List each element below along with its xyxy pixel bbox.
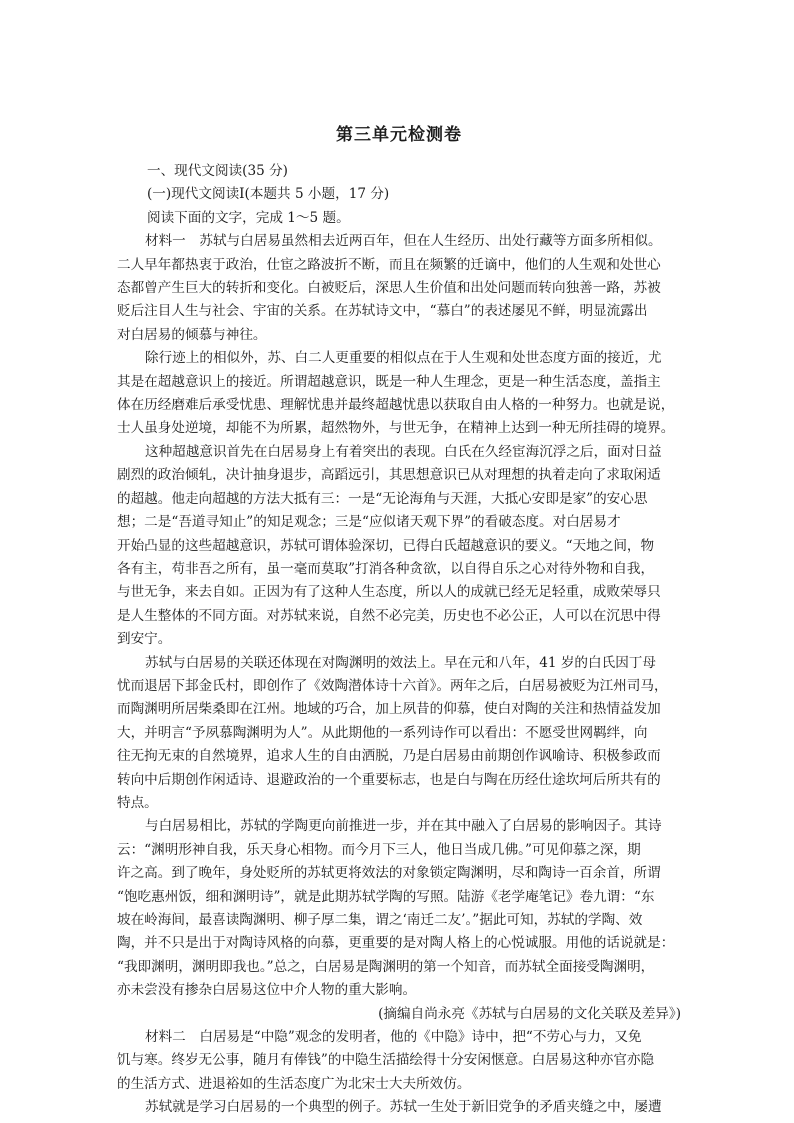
text-line: 往无拘无束的自然境界，追求人生的自由洒脱，乃是白居易由前期创作讽喻诗、积极参政而: [117, 748, 661, 765]
text-line: 亦未尝没有掺杂白居易这位中介人物的重大影响。: [117, 982, 417, 999]
document-title: 第三单元检测卷: [336, 125, 462, 145]
text-line: 转向中后期创作闲适诗、退避政治的一个重要标志，也是白与陶在历经仕途坎坷后所共有的: [117, 771, 661, 788]
text-line: 许之高。到了晚年，身处贬所的苏轼更将效法的对象锁定陶渊明，尽和陶诗一百余首，所谓: [117, 865, 661, 882]
text-line: 是人生整体的不同方面。对苏轼来说，自然不必完美，历史也不必公正，人可以在沉思中得: [117, 607, 661, 624]
text-line: 特点。: [117, 794, 158, 811]
text-line: 坡在岭海间，最喜读陶渊明、柳子厚二集，谓之‘南迁二友’。”据此可知，苏轼的学陶、效: [117, 912, 643, 928]
text-line: 除行迹上的相似外，苏、白二人更重要的相似点在于人生观和处世态度方面的接近，尤: [145, 350, 662, 367]
document-page: [117, 122, 681, 1120]
text-line: 的生活方式、进退裕如的生活态度广为北宋士大夫所效仿。: [117, 1075, 471, 1092]
text-line: 而陶渊明所居柴桑即在江州。地域的巧合，加上夙昔的仰慕，使白对陶的关注和热情益发加: [117, 701, 661, 718]
text-line: 材料一 苏轼与白居易虽然相去近两百年，但在人生经历、出处行藏等方面多所相似。: [145, 233, 662, 250]
text-line: 大，并明言“予夙慕陶渊明为人”。从此期他的一系列诗作可以看出：不愿受世网羁绊，向: [117, 724, 648, 741]
text-line: 与世无争，来去自如。正因为有了这种人生态度，所以人的成就已经无足轻重，成败荣辱只: [117, 584, 661, 601]
text-line: 士人虽身处逆境，却能不为所累，超然物外，与世无争，在精神上达到一种无所挂碍的境界。: [117, 420, 675, 437]
text-line: 贬后注目人生与社会、宇宙的关系。在苏轼诗文中，“慕白”的表述屡见不鲜，明显流露出: [117, 303, 648, 320]
source-attribution: (摘编自尚永亮《苏轼与白居易的文化关联及差异》): [378, 1005, 681, 1022]
text-line: 苏轼就是学习白居易的一个典型的例子。苏轼一生处于新旧党争的矛盾夹缝之中，屡遭: [145, 1099, 662, 1116]
text-line: 陶，并不只是出于对陶诗风格的向慕，更重要的是对陶人格上的心悦诚服。用他的话说就是：: [117, 935, 675, 952]
text-line: 云：“渊明形神自我，乐天身心相物。而今月下三人，他日当成几佛。”可见仰慕之深，期: [117, 841, 641, 858]
text-line: “我即渊明，渊明即我也。”总之，白居易是陶渊明的第一个知音，而苏轼全面接受陶渊明，: [117, 958, 655, 975]
text-line: 二人早年都热衷于政治，仕宦之路波折不断，而且在频繁的迁谪中，他们的人生观和处世心: [117, 256, 661, 273]
text-line: 想；二是“吾道寻知止”的知足观念；三是“应似诸天观下界”的看破态度。对白居易才: [117, 514, 621, 531]
text-line: 剧烈的政治倾轧，决计抽身退步，高蹈远引，其思想意识已从对理想的执着走向了求取闲适: [117, 467, 661, 484]
text-line: 的超越。他走向超越的方法大抵有三：一是“无论海角与天涯，大抵心安即是家”的安心思: [117, 490, 648, 507]
text-line: 各有主，苟非吾之所有，虽一毫而莫取”打消各种贪欲，以自得自乐之心对待外物和自我，: [117, 560, 655, 577]
text-line: 饥与寒。终岁无公事，随月有俸钱”的中隐生活描绘得十分安闲惬意。白居易这种亦官亦隐: [117, 1052, 655, 1069]
text-line: 到安宁。: [117, 631, 172, 648]
text-line: 材料二 白居易是“中隐”观念的发明者，他的《中隐》诗中，把“不劳心与力，又免: [145, 1029, 642, 1046]
text-line: 态都曾产生巨大的转折和变化。白被贬后，深思人生价值和出处问题而转向独善一路，苏被: [117, 280, 661, 297]
text-line: 苏轼与白居易的关联还体现在对陶渊明的效法上。早在元和八年，41 岁的白氏因丁母: [145, 654, 656, 671]
text-line: 与白居易相比，苏轼的学陶更向前推进一步，并在其中融入了白居易的影响因子。其诗: [145, 818, 662, 835]
instruction: 阅读下面的文字，完成 1～5 题。: [147, 209, 350, 226]
text-line: “饱吃惠州饭，细和渊明诗”，就是此期苏轼学陶的写照。陆游《老学庵笔记》卷九谓：“东: [117, 888, 655, 905]
text-line: 对白居易的倾慕与神往。: [117, 326, 267, 343]
text-line: 体在历经磨难后承受忧患、理解忧患并最终超越忧患以获取自由人格的一种努力。也就是说，: [117, 397, 675, 414]
subsection-heading: (一)现代文阅读Ⅰ(本题共 5 小题，17 分): [147, 186, 390, 203]
text-line: 其是在超越意识上的接近。所谓超越意识，既是一种人生理念，更是一种生活态度，盖指主: [117, 373, 661, 390]
text-line: 忧而退居下邽金氏村，即创作了《效陶潜体诗十六首》。两年之后，白居易被贬为江州司马，: [117, 677, 668, 694]
text-line: 这种超越意识首先在白居易身上有着突出的表现。白氏在久经宦海沉浮之后，面对日益: [145, 443, 662, 460]
section-heading: 一、现代文阅读(35 分): [147, 163, 288, 179]
text-line: 开始凸显的这些超越意识，苏轼可谓体验深切，已得白氏超越意识的要义。“天地之间，物: [117, 537, 655, 554]
